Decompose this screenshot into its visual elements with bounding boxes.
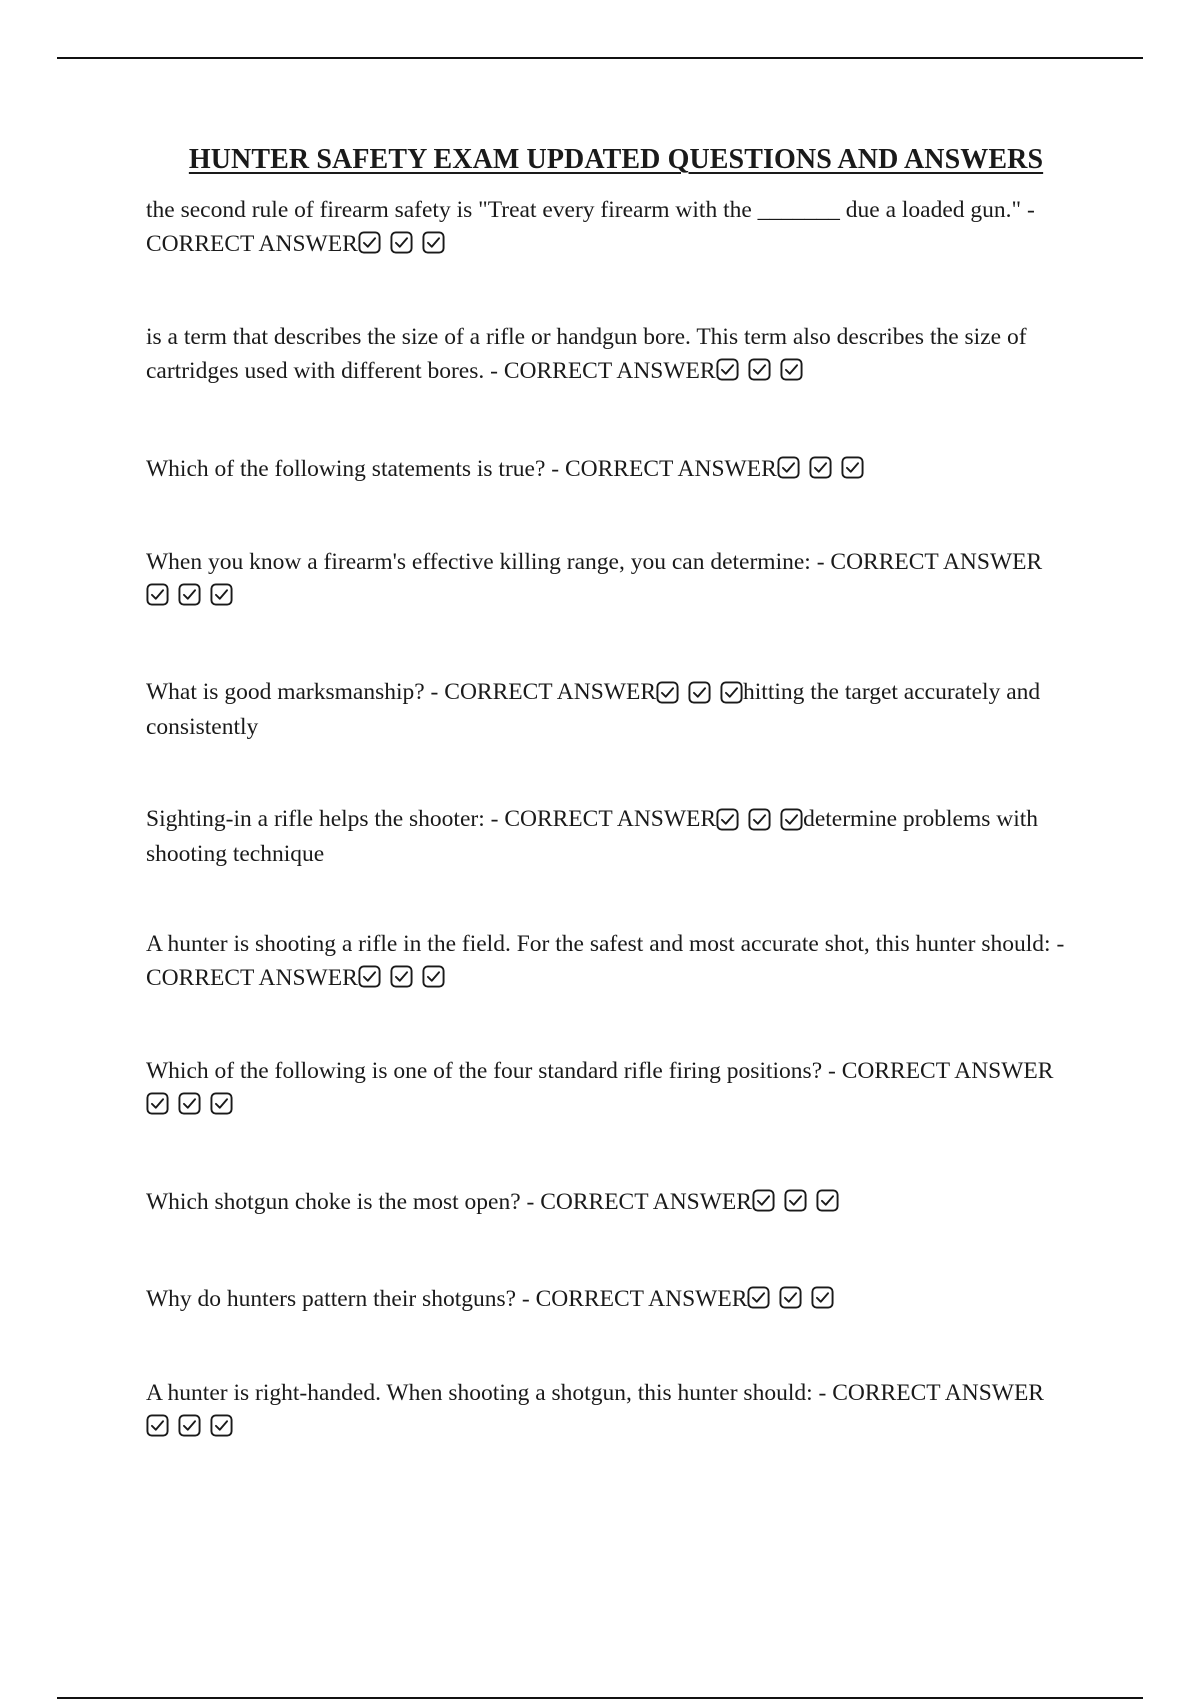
question-text: A hunter is shooting a rifle in the field. For the safest and most accurate shot, this hunter should: - (146, 931, 1065, 957)
answer-checkmarks (146, 583, 233, 617)
answer-marker: CORRECT ANSWER (832, 1380, 1044, 1406)
answer-checkmarks (716, 808, 803, 839)
qa-item (146, 545, 1081, 617)
checkbox-checked-icon (178, 1092, 201, 1115)
question-text: Which shotgun choke is the most open? - (146, 1189, 535, 1215)
checkbox-checked-icon (210, 1414, 233, 1437)
answer-marker: CORRECT ANSWER (564, 456, 777, 482)
qa-item (146, 1282, 1081, 1320)
checkbox-checked-icon (178, 583, 201, 606)
checkbox-checked-icon (688, 681, 711, 704)
checkbox-checked-icon (780, 358, 803, 381)
answer-marker: CORRECT ANSWER (444, 679, 657, 705)
question-text: When you know a firearm's effective killing range, you can determine: - (146, 549, 825, 575)
answer-checkmarks (358, 231, 445, 265)
bottom-divider (57, 1697, 1143, 1699)
answer-checkmarks (777, 456, 864, 490)
qa-item (146, 1376, 1081, 1448)
checkbox-checked-icon (146, 583, 169, 606)
answer-marker: CORRECT ANSWER (535, 1286, 748, 1312)
checkbox-checked-icon (747, 1286, 770, 1309)
qa-item (146, 1054, 1081, 1126)
checkbox-checked-icon (784, 1189, 807, 1212)
answer-text: hitting the target accurately and consistently (146, 679, 1041, 740)
question-text: the second rule of firearm safety is "Treat every firearm with the _______ due a loaded gun." - (146, 197, 1035, 223)
qa-item (146, 452, 1081, 490)
checkbox-checked-icon (780, 808, 803, 831)
answer-marker: CORRECT ANSWER (146, 231, 358, 257)
answer-checkmarks (716, 358, 803, 392)
checkbox-checked-icon (716, 808, 739, 831)
checkbox-checked-icon (779, 1286, 802, 1309)
checkbox-checked-icon (358, 231, 381, 254)
checkbox-checked-icon (811, 1286, 834, 1309)
answer-marker: CORRECT ANSWER (146, 965, 358, 991)
question-text: What is good marksmanship? - (146, 679, 439, 705)
answer-checkmarks (747, 1286, 834, 1320)
qa-item (146, 320, 1081, 392)
page-title: HUNTER SAFETY EXAM UPDATED QUESTIONS AND ANSWERS (188, 144, 1044, 175)
qa-item (146, 1185, 1081, 1223)
qa-item (146, 677, 1081, 743)
checkbox-checked-icon (777, 456, 800, 479)
checkbox-checked-icon (716, 358, 739, 381)
question-text: Why do hunters pattern their shotguns? - (146, 1286, 530, 1312)
qa-item (146, 193, 1081, 265)
checkbox-checked-icon (422, 965, 445, 988)
answer-checkmarks (656, 681, 743, 712)
question-text: is a term that describes the size of a rifle or handgun bore. This term also describes the size of cartridges used with different bores. - (146, 324, 1027, 384)
answer-checkmarks (752, 1189, 839, 1223)
checkbox-checked-icon (656, 681, 679, 704)
checkbox-checked-icon (178, 1414, 201, 1437)
checkbox-checked-icon (146, 1414, 169, 1437)
checkbox-checked-icon (816, 1189, 839, 1212)
checkbox-checked-icon (720, 681, 743, 704)
top-divider (57, 57, 1143, 59)
answer-text: determine problems with shooting technique (146, 806, 1039, 867)
question-text: A hunter is right-handed. When shooting a shotgun, this hunter should: - (146, 1380, 827, 1406)
checkbox-checked-icon (390, 965, 413, 988)
checkbox-checked-icon (422, 231, 445, 254)
answer-checkmarks (146, 1092, 233, 1126)
checkbox-checked-icon (390, 231, 413, 254)
checkbox-checked-icon (748, 358, 771, 381)
answer-marker: CORRECT ANSWER (841, 1058, 1054, 1084)
checkbox-checked-icon (358, 965, 381, 988)
question-text: Which of the following is one of the four standard rifle firing positions? - (146, 1058, 836, 1084)
qa-item (146, 804, 1081, 870)
question-text: Which of the following statements is true? - (146, 456, 560, 482)
checkbox-checked-icon (210, 1092, 233, 1115)
checkbox-checked-icon (210, 583, 233, 606)
question-text: Sighting-in a rifle helps the shooter: - (146, 806, 499, 832)
answer-checkmarks (146, 1414, 233, 1448)
checkbox-checked-icon (748, 808, 771, 831)
checkbox-checked-icon (752, 1189, 775, 1212)
qa-item (146, 927, 1081, 999)
answer-marker: CORRECT ANSWER (540, 1189, 752, 1215)
answer-marker: CORRECT ANSWER (503, 358, 716, 384)
answer-marker: CORRECT ANSWER (504, 806, 717, 832)
checkbox-checked-icon (809, 456, 832, 479)
checkbox-checked-icon (146, 1092, 169, 1115)
checkbox-checked-icon (841, 456, 864, 479)
answer-checkmarks (358, 965, 445, 999)
answer-marker: CORRECT ANSWER (830, 549, 1043, 575)
